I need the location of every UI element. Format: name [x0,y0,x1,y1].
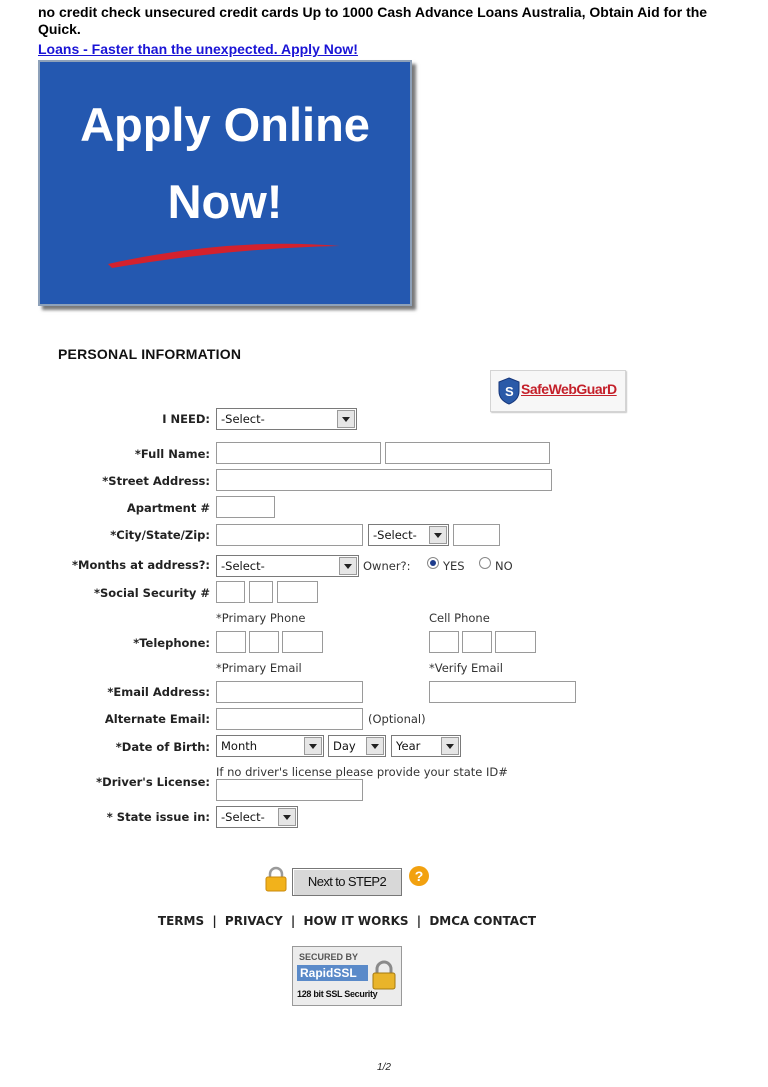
help-icon[interactable]: ? [409,866,429,886]
telephone-label: *Telephone: [133,636,210,650]
state-select[interactable] [368,524,449,546]
last-name-input[interactable] [385,442,550,464]
date-of-birth-label: *Date of Birth: [115,740,210,754]
safe-web-guard-text: SafeWebGuarD [521,381,617,397]
street-address-label: *Street Address: [102,474,210,488]
dob-year-select[interactable] [391,735,461,757]
ssn-part2-input[interactable] [249,581,273,603]
state-value: -Select- [373,528,417,542]
i-need-select[interactable] [216,408,357,430]
i-need-label: I NEED: [162,412,210,426]
chevron-down-icon [339,557,357,575]
footer-links [0,914,694,928]
owner-no-radio[interactable] [479,557,491,569]
months-at-address-label: *Months at address?: [72,558,210,572]
dob-month-value: Month [221,739,258,753]
state-issue-label: * State issue in: [106,810,210,824]
alternate-email-input[interactable] [216,708,363,730]
ssl-brand: RapidSSL [297,965,368,981]
phone-prefix-input[interactable] [249,631,279,653]
social-security-label: *Social Security # [94,586,210,600]
months-select[interactable] [216,555,359,577]
shield-icon [497,377,521,405]
state-issue-select[interactable] [216,806,298,828]
verify-email-label: *Verify Email [429,661,503,675]
dob-day-select[interactable] [328,735,386,757]
phone-line-input[interactable] [282,631,323,653]
cell-line-input[interactable] [495,631,536,653]
owner-label: Owner?: [363,559,411,573]
banner-line2: Now! [167,175,283,228]
apartment-input[interactable] [216,496,275,518]
cell-prefix-input[interactable] [462,631,492,653]
dob-day-value: Day [333,739,356,753]
owner-yes-label: YES [443,559,465,573]
how-it-works-link[interactable]: HOW IT WORKS [303,914,409,928]
safe-web-guard-badge[interactable] [490,370,626,412]
cell-area-input[interactable] [429,631,459,653]
chevron-down-icon [366,737,384,755]
email-input[interactable] [216,681,363,703]
banner-line1: Apply Online [80,98,370,151]
chevron-down-icon [337,410,355,428]
alternate-email-label: Alternate Email: [104,712,210,726]
i-need-value: -Select- [221,412,265,426]
chevron-down-icon [441,737,459,755]
dmca-contact-link[interactable]: DMCA CONTACT [429,914,537,928]
drivers-license-label: *Driver's License: [96,775,210,789]
dob-year-value: Year [396,739,421,753]
section-title: PERSONAL INFORMATION [58,346,242,362]
verify-email-input[interactable] [429,681,576,703]
owner-yes-radio[interactable] [427,557,439,569]
dob-month-select[interactable] [216,735,324,757]
footer-separator: | [290,914,296,928]
apply-online-banner[interactable] [38,60,412,306]
rapidssl-badge[interactable] [292,946,402,1006]
full-name-label: *Full Name: [134,447,210,461]
padlock-icon [369,959,399,991]
drivers-license-input[interactable] [216,779,363,801]
chevron-down-icon [278,808,296,826]
cell-phone-label: Cell Phone [429,611,490,625]
street-address-input[interactable] [216,469,552,491]
zip-input[interactable] [453,524,500,546]
owner-no-label: NO [495,559,513,573]
ssn-part1-input[interactable] [216,581,245,603]
primary-phone-label: *Primary Phone [216,611,306,625]
ssl-secured-by: SECURED BY [299,952,359,962]
ssl-strength: 128 bit SSL Security [297,989,378,999]
optional-note: (Optional) [368,712,426,726]
months-value: -Select- [221,559,265,573]
svg-text:S: S [505,384,514,399]
license-note: If no driver's license please provide your state ID# [216,765,508,779]
lock-icon [265,866,287,892]
phone-area-input[interactable] [216,631,246,653]
next-step-button[interactable]: Next to STEP2 [292,868,402,896]
swoosh-icon [40,62,410,304]
city-state-zip-label: *City/State/Zip: [110,528,210,542]
apply-now-link[interactable]: Loans - Faster than the unexpected. Apply Now! [38,41,358,57]
chevron-down-icon [429,526,447,544]
footer-separator: | [416,914,422,928]
first-name-input[interactable] [216,442,381,464]
privacy-link[interactable]: PRIVACY [224,914,283,928]
city-input[interactable] [216,524,363,546]
chevron-down-icon [304,737,322,755]
terms-link[interactable]: TERMS [157,914,205,928]
footer-separator: | [212,914,217,928]
page-number: 1/2 [377,1062,391,1073]
apartment-label: Apartment # [126,501,210,515]
primary-email-label: *Primary Email [216,661,302,675]
email-address-label: *Email Address: [107,685,210,699]
page-title: no credit check unsecured credit cards Up to 1000 Cash Advance Loans Australia, Obtain Aid for the Quick. [38,4,708,37]
state-issue-value: -Select- [221,810,265,824]
ssn-part3-input[interactable] [277,581,318,603]
